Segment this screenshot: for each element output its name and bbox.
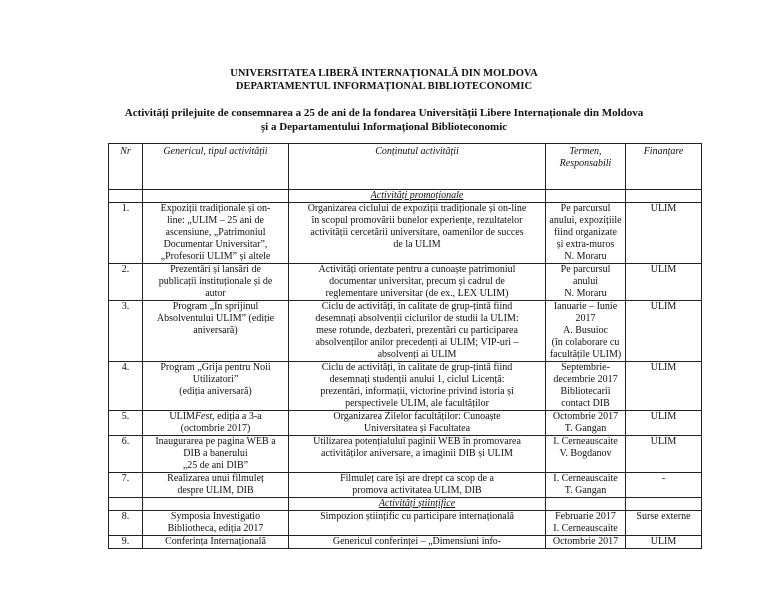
- row-generic-line: despre ULIM, DIB: [177, 485, 254, 496]
- col-header-finance: Finanțare: [626, 144, 702, 190]
- row-generic-line: Bibliotheca, ediția 2017: [167, 523, 264, 534]
- row-content-line: desemnați studenții anului 1, ciclul Licență:: [329, 374, 505, 385]
- row-generic-line: Program „Grija pentru Noii: [160, 362, 271, 373]
- row-content-line: în scopul promovării bunelor experiențe, rezultatelor: [311, 215, 523, 226]
- table-row: [109, 411, 702, 436]
- row-generic-line: DIB a banerului: [183, 448, 248, 459]
- row-generic: [143, 436, 289, 473]
- row-term-line: Pe parcursul: [560, 264, 611, 275]
- row-nr: 4.: [109, 362, 143, 411]
- row-nr: 5.: [109, 411, 143, 436]
- row-content-line: documentar universitar, precum și cadrul de: [329, 276, 505, 287]
- section-row-promotional: [109, 190, 702, 203]
- col-header-generic: Genericul, tipul activității: [143, 144, 289, 190]
- row-content-line: perspectivele ULIM, ale facultăților: [345, 398, 489, 409]
- row-term-line: Februarie 2017: [555, 511, 616, 522]
- row-term-line: 2017: [575, 313, 596, 324]
- row-content-line: Genericul conferinței – „Dimensiuni info-: [332, 536, 502, 547]
- row-content-line: Activități orientate pentru a cunoaște patrimoniul: [318, 264, 516, 275]
- row-term-line: N. Moraru: [564, 251, 607, 262]
- row-content: [289, 511, 546, 536]
- row-content-line: Universitatea și Facultatea: [363, 423, 471, 434]
- table-row: [109, 536, 702, 549]
- row-content: [289, 536, 546, 549]
- row-content-line: Utilizarea potențialului paginii WEB în promovarea: [313, 436, 521, 447]
- table-row: [109, 362, 702, 411]
- row-term: [546, 536, 626, 549]
- row-generic-line: Documentar Universitar”,: [163, 239, 268, 250]
- row-nr: 2.: [109, 264, 143, 301]
- table-row: [109, 473, 702, 498]
- row-term-line: Ianuarie – Iunie: [553, 301, 618, 312]
- row-content-line: activității cercetării universitare, oamenilor de succes: [310, 227, 524, 238]
- row-nr: 7.: [109, 473, 143, 498]
- row-generic-line: Expoziții tradiționale și on-: [160, 203, 271, 214]
- row-content: [289, 203, 546, 264]
- row-generic-line: (octombrie 2017): [180, 423, 251, 434]
- row-content-line: Simpozion științific cu participare internațională: [320, 511, 514, 522]
- row-generic: [143, 511, 289, 536]
- row-content-line: absolvenților anilor precedenți ai ULIM; VIP-uri –: [315, 337, 519, 348]
- row-nr: 3.: [109, 301, 143, 362]
- row-nr: 1.: [109, 203, 143, 264]
- generic-italic: Fest: [194, 411, 213, 422]
- row-finance: ULIM: [626, 411, 702, 436]
- row-generic-line: publicații instituționale și de: [158, 276, 273, 287]
- row-finance: -: [626, 473, 702, 498]
- row-term-line: T. Gangan: [564, 485, 607, 496]
- row-finance: ULIM: [626, 362, 702, 411]
- row-term-line: decembrie 2017: [553, 374, 618, 385]
- row-finance: ULIM: [626, 203, 702, 264]
- row-term-line: I. Cerneauscaite: [553, 436, 618, 447]
- table-row: [109, 436, 702, 473]
- row-content: [289, 473, 546, 498]
- row-term-line: I. Cerneauscaite: [553, 523, 618, 534]
- row-content-line: de la ULIM: [393, 239, 441, 250]
- row-generic-line: Symposia Investigatio: [170, 511, 261, 522]
- section-title-promotional: Activități promoționale: [289, 190, 546, 203]
- col-header-term: [546, 144, 626, 190]
- row-term-line: contact DIB: [561, 398, 610, 409]
- row-term-line: facultățile ULIM): [549, 349, 622, 360]
- department-name: DEPARTAMENTUL INFORMAȚIONAL BIBLIOTECONOMIC: [235, 81, 533, 92]
- row-generic-line: „Profesorii ULIM” și altele: [160, 251, 271, 262]
- row-content-line: Filmuleț care își are drept ca scop de a: [340, 473, 494, 484]
- row-generic-line: line: „ULIM – 25 ani de: [167, 215, 264, 226]
- generic-prefix: ULIM: [169, 411, 195, 422]
- row-term-line: Octombrie 2017: [552, 536, 619, 547]
- row-term-line: N. Moraru: [564, 288, 607, 299]
- row-generic-line: ascensiune, „Patrimoniul: [165, 227, 266, 238]
- table-row: [109, 301, 702, 362]
- row-generic: [143, 473, 289, 498]
- row-term: [546, 436, 626, 473]
- row-finance: ULIM: [626, 264, 702, 301]
- row-content-line: activităților aniversare, a imaginii DIB și ULIM: [321, 448, 513, 459]
- row-generic-line: Absolventului ULIM” (ediție: [156, 313, 275, 324]
- row-generic-line: „25 de ani DIB”: [182, 460, 249, 471]
- activities-table: [108, 143, 702, 549]
- generic-suffix: , ediția a 3-a: [212, 411, 262, 422]
- row-content-line: promova activitatea ULIM, DIB: [352, 485, 482, 496]
- row-nr: 9.: [109, 536, 143, 549]
- row-content: [289, 301, 546, 362]
- row-term-line: I. Cerneauscaite: [553, 473, 618, 484]
- table-row: [109, 264, 702, 301]
- row-content: [289, 436, 546, 473]
- row-content-line: mese rotunde, dezbateri, prezentări cu participarea: [316, 325, 518, 336]
- table-row: [109, 203, 702, 264]
- col-header-term-text: Termen, Responsabili: [559, 146, 612, 169]
- row-term-line: fiind organizate: [554, 227, 617, 238]
- col-header-nr: Nr: [109, 144, 143, 190]
- row-term-line: anului: [573, 276, 598, 287]
- row-term: [546, 411, 626, 436]
- row-content-line: desemnați absolvenții ciclurilor de studii la ULIM:: [315, 313, 519, 324]
- row-term: [546, 264, 626, 301]
- row-term-line: Pe parcursul: [560, 203, 611, 214]
- row-term-line: Bibliotecarii: [560, 386, 611, 397]
- row-term-line: T. Gangan: [564, 423, 607, 434]
- row-finance: ULIM: [626, 301, 702, 362]
- section-row-scientific: [109, 498, 702, 511]
- row-term-line: anului, expozițiile: [549, 215, 622, 226]
- row-content-line: prezentări, informații, victorine privind istoria și: [320, 386, 514, 397]
- row-generic-line: Prezentări și lansări de: [170, 264, 261, 275]
- row-term: [546, 511, 626, 536]
- row-generic: [143, 301, 289, 362]
- row-generic: [143, 264, 289, 301]
- row-generic: [143, 411, 289, 436]
- title-line-2: și a Departamentului Informațional Biblioteconomic: [260, 121, 508, 133]
- row-term-line: și extra-muros: [556, 239, 615, 250]
- row-content: [289, 411, 546, 436]
- row-term: [546, 362, 626, 411]
- row-generic: [143, 536, 289, 549]
- row-content-line: Organizarea ciclului de expoziții tradiționale și on-line: [307, 203, 527, 214]
- row-content-line: reglementare universitar (de ex., LEX ULIM): [325, 288, 509, 299]
- row-generic-line: Realizarea unui filmuleț: [167, 473, 264, 484]
- row-generic-line: Utilizatori”: [192, 374, 239, 385]
- row-generic: [143, 362, 289, 411]
- row-content-line: Organizarea Zilelor facultăților: Cunoaște: [333, 411, 501, 422]
- row-generic-line: [145, 411, 286, 423]
- row-finance: ULIM: [626, 436, 702, 473]
- row-generic-line: Conferința Internațională: [165, 536, 266, 547]
- document-title: [110, 106, 658, 134]
- row-finance: Surse externe: [626, 511, 702, 536]
- row-term: [546, 203, 626, 264]
- row-content-line: Ciclu de activități, în calitate de grup-țintă fiind: [321, 301, 513, 312]
- table-body: [109, 203, 702, 549]
- row-term-line: (în colaborare cu: [551, 337, 620, 348]
- table-row: [109, 511, 702, 536]
- title-line-1: Activități prilejuite de consemnarea a 25 de ani de la fondarea Universității Libere Internaționale din Moldova: [124, 107, 644, 119]
- row-nr: 6.: [109, 436, 143, 473]
- table-header-row: [109, 144, 702, 190]
- row-generic-line: Inaugurarea pe pagina WEB a: [155, 436, 276, 447]
- row-term: [546, 473, 626, 498]
- row-generic: [143, 203, 289, 264]
- row-content: [289, 264, 546, 301]
- row-term-line: A. Busuioc: [563, 325, 608, 336]
- row-finance: ULIM: [626, 536, 702, 549]
- row-content-line: absolvenți ai ULIM: [377, 349, 457, 360]
- row-content: [289, 362, 546, 411]
- row-generic-line: aniversară): [193, 325, 238, 336]
- university-name: UNIVERSITATEA LIBERĂ INTERNAȚIONALĂ DIN MOLDOVA: [230, 68, 538, 79]
- row-nr: 8.: [109, 511, 143, 536]
- row-generic-line: autor: [205, 288, 226, 299]
- row-content-line: Ciclu de activități, în calitate de grup-țintă fiind: [321, 362, 513, 373]
- col-header-content: Conținutul activității: [289, 144, 546, 190]
- row-term-line: Octombrie 2017: [552, 411, 619, 422]
- row-term-line: Septembrie-: [561, 362, 610, 373]
- section-title-scientific: Activități științifice: [289, 498, 546, 511]
- row-term-line: V. Bogdanov: [559, 448, 612, 459]
- row-term: [546, 301, 626, 362]
- row-generic-line: (ediția aniversară): [179, 386, 252, 397]
- row-generic-line: Program „În sprijinul: [172, 301, 259, 312]
